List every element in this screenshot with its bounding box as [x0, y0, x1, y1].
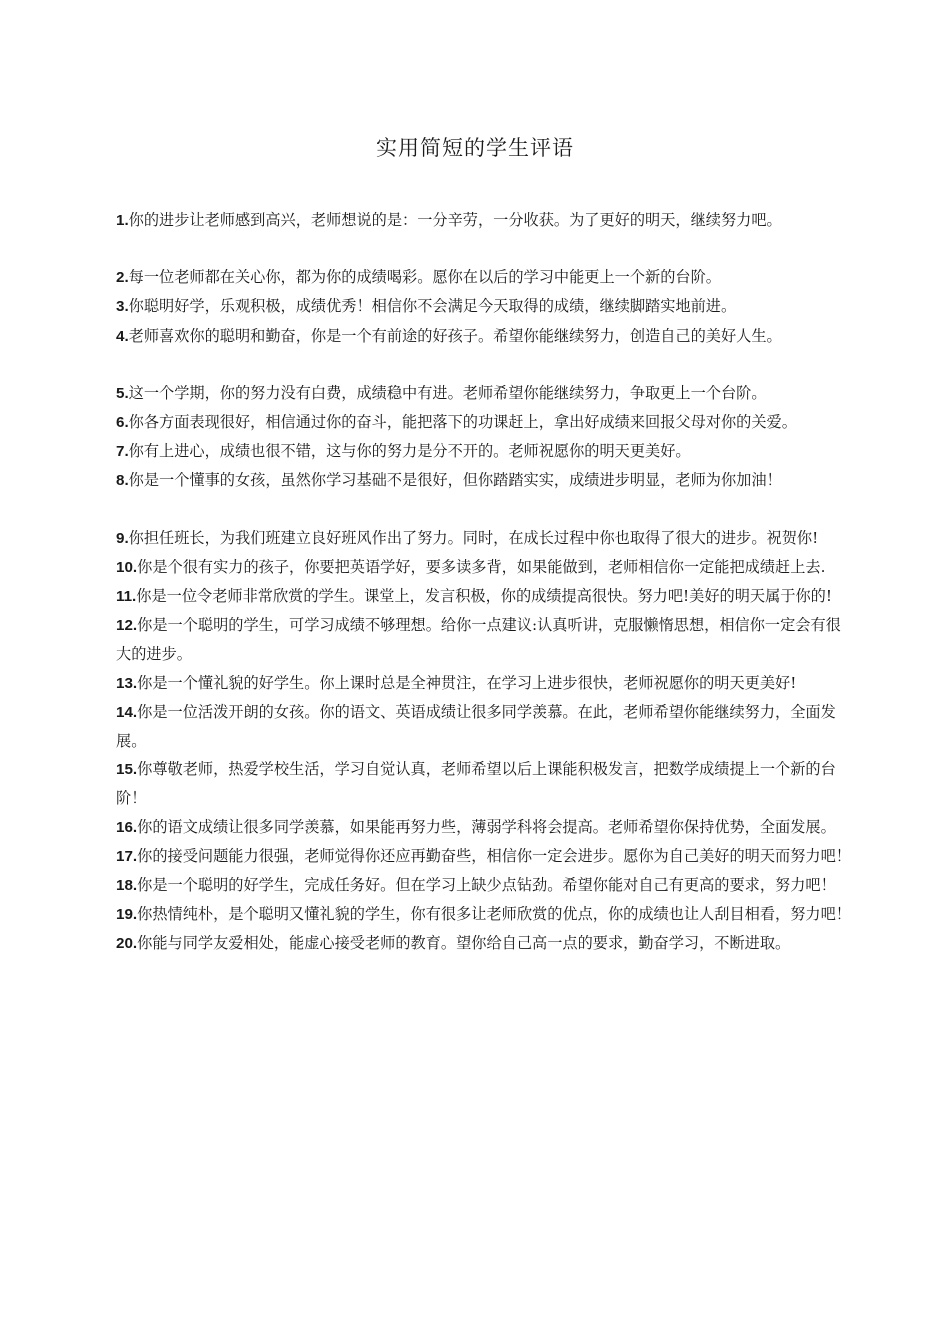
item-text: 这一个学期，你的努力没有白费，成绩稳中有进。老师希望你能继续努力，争取更上一个台阶。 [128, 383, 767, 402]
item-number: 20. [116, 935, 138, 953]
list-item [116, 900, 856, 929]
item-text: 你热情纯朴，是个聪明又懂礼貌的学生，你有很多让老师欣赏的优点，你的成绩也让人刮目相看，努力吧！ [137, 905, 851, 924]
item-text: 你是一个聪明的好学生，完成任务好。但在学习上缺少点钻劲。希望你能对自己有更高的要求，努力吧！ [137, 876, 836, 895]
item-number: 9. [116, 529, 129, 547]
item-number: 5. [116, 384, 129, 402]
item-text: 你是个很有实力的孩子，你要把英语学好，要多读多背，如果能做到，老师相信你一定能把成绩赶上去. [137, 557, 826, 576]
item-text: 你聪明好学，乐观积极，成绩优秀！相信你不会满足今天取得的成绩，继续脚踏实地前进。 [128, 297, 737, 316]
document-title: 实用简短的学生评语 [376, 136, 574, 160]
list-item [116, 755, 856, 812]
list-item [116, 206, 856, 235]
list-item [116, 929, 856, 958]
list-item [116, 408, 856, 437]
list-item [116, 871, 856, 900]
list-item [116, 322, 856, 351]
item-number: 16. [116, 818, 138, 836]
list-item [116, 698, 856, 755]
list-item [116, 263, 856, 292]
item-number: 10. [116, 558, 138, 576]
item-text: 你各方面表现很好，相信通过你的奋斗，能把落下的功课赶上，拿出好成绩来回报父母对你的关爱。 [128, 413, 797, 432]
item-text: 你是一位活泼开朗的女孩。你的语文、英语成绩让很多同学羡慕。在此，老师希望你能继续努力，全面发展。 [116, 702, 836, 751]
item-text: 你是一个懂事的女孩，虽然你学习基础不是很好，但你踏踏实实，成绩进步明显，老师为你加油！ [128, 471, 782, 490]
item-text: 老师喜欢你的聪明和勤奋，你是一个有前途的好孩子。希望你能继续努力，创造自己的美好人生。 [128, 326, 782, 345]
item-text: 你担任班长，为我们班建立良好班风作出了努力。同时，在成长过程中你也取得了很大的进步。祝贺你! [128, 528, 819, 547]
item-number: 17. [116, 847, 138, 865]
list-item [116, 466, 856, 495]
list-item [116, 379, 856, 408]
item-text: 你能与同学友爱相处，能虚心接受老师的教育。望你给自己高一点的要求，勤奋学习，不断进取。 [137, 934, 791, 953]
item-text: 你是一个懂礼貌的好学生。你上课时总是全神贯注，在学习上进步很快，老师祝愿你的明天更美好! [137, 673, 797, 692]
list-item [116, 553, 856, 582]
item-number: 15. [116, 761, 138, 779]
list-item [116, 437, 856, 466]
list-item [116, 292, 856, 321]
list-item [116, 669, 856, 698]
item-number: 4. [116, 327, 129, 345]
list-item [116, 842, 856, 871]
item-text: 你是一位令老师非常欣赏的学生。课堂上，发言积极，你的成绩提高很快。努力吧!美好的明天属于你的! [136, 587, 832, 606]
item-number: 7. [116, 443, 129, 461]
list-item [116, 611, 856, 668]
item-number: 11. [116, 588, 137, 606]
item-text: 你是一个聪明的学生，可学习成绩不够理想。给你一点建议:认真听讲，克服懒惰思想，相信你一定会有很大的进步。 [116, 616, 841, 664]
item-number: 13. [116, 674, 138, 692]
list-item [116, 582, 856, 611]
item-number: 1. [116, 212, 129, 229]
item-number: 6. [116, 414, 129, 432]
list-item [116, 524, 856, 553]
item-text: 你的进步让老师感到高兴，老师想说的是：一分辛劳，一分收获。为了更好的明天，继续努力吧。 [128, 211, 782, 229]
item-number: 2. [116, 269, 129, 287]
document-body [116, 206, 856, 959]
item-text: 每一位老师都在关心你，都为你的成绩喝彩。愿你在以后的学习中能更上一个新的台阶。 [128, 268, 721, 287]
item-number: 19. [116, 906, 138, 924]
item-text: 你有上进心，成绩也很不错，这与你的努力是分不开的。老师祝愿你的明天更美好。 [128, 442, 691, 461]
item-number: 12. [116, 617, 138, 635]
item-number: 18. [116, 877, 138, 895]
blank-line [116, 235, 856, 263]
item-text: 你的语文成绩让很多同学羡慕，如果能再努力些，薄弱学科将会提高。老师希望你保持优势，全面发展。 [137, 817, 836, 836]
blank-line [116, 496, 856, 524]
blank-line [116, 351, 856, 379]
item-number: 3. [116, 298, 129, 316]
item-text: 你的接受问题能力很强，老师觉得你还应再勤奋些，相信你一定会进步。愿你为自己美好的明天而努力吧！ [137, 846, 851, 865]
item-number: 8. [116, 472, 129, 490]
list-item [116, 813, 856, 842]
item-number: 14. [116, 703, 138, 721]
item-text: 你尊敬老师，热爱学校生活，学习自觉认真，老师希望以后上课能积极发言，把数学成绩提上一个新的台阶！ [116, 760, 836, 808]
